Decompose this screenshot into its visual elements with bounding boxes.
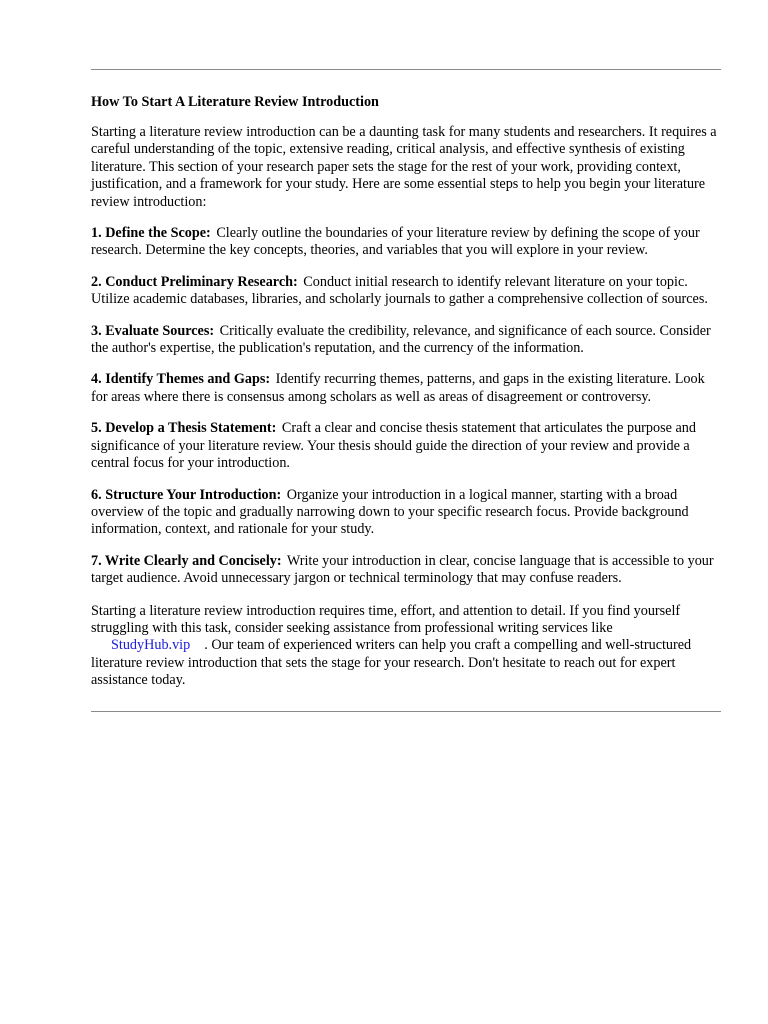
bottom-divider	[91, 711, 721, 712]
step-text: Write your introduction in clear, concise language that is accessible to your target audience. Avoid unnecessary jargon or technical terminology that may confuse readers.	[91, 552, 714, 587]
step-title: 6. Structure Your Introduction:	[91, 486, 282, 503]
step-item-5	[91, 420, 721, 472]
closing-text-before-link: Starting a literature review introduction requires time, effort, and attention to detail. If you find yourself struggling with this task, consider seeking assistance from professional writing services like	[91, 602, 681, 636]
closing-text-after-link: . Our team of experienced writers can help you craft a compelling and well-structured literature review introduction that sets the stage for your research. Don't hesitate to reach out for expert assistance today.	[91, 637, 692, 689]
step-title: 3. Evaluate Sources:	[91, 322, 215, 339]
step-title: 1. Define the Scope:	[91, 225, 211, 242]
step-item-2	[91, 274, 721, 309]
step-text: Clearly outline the boundaries of your literature review by defining the scope of your research. Determine the key concepts, theories, and variables that you will explore in your review.	[91, 225, 700, 259]
closing-paragraph	[91, 603, 721, 690]
step-text: Conduct initial research to identify relevant literature on your topic. Utilize academic databases, libraries, and scholarly journals to gather a comprehensive collection of sources.	[91, 273, 708, 308]
step-item-3	[91, 323, 721, 358]
step-text: Critically evaluate the credibility, relevance, and significance of each source. Consider the author's expertise, the publication's reputation, and the currency of the information.	[91, 322, 711, 357]
step-item-6	[91, 487, 721, 539]
step-text: Craft a clear and concise thesis statement that articulates the purpose and significance of your literature review. Your thesis should guide the direction of your review and provide a central focus for your introduction.	[91, 420, 696, 472]
step-item-4	[91, 371, 721, 406]
top-divider	[91, 69, 721, 70]
step-title: 7. Write Clearly and Concisely:	[91, 552, 282, 569]
step-title: 5. Develop a Thesis Statement:	[91, 420, 277, 437]
document-page	[91, 69, 721, 712]
document-title: How To Start A Literature Review Introduction	[91, 94, 379, 110]
step-title: 4. Identify Themes and Gaps:	[91, 371, 271, 388]
studyhub-link[interactable]: StudyHub.vip	[111, 637, 191, 654]
step-title: 2. Conduct Preliminary Research:	[91, 273, 298, 290]
step-item-7	[91, 553, 721, 588]
step-text: Organize your introduction in a logical manner, starting with a broad overview of the topic and gradually narrowing down to your specific research focus. Provide background information, context, and rationale for your study.	[91, 486, 689, 538]
step-text: Identify recurring themes, patterns, and gaps in the existing literature. Look for areas where there is consensus among scholars as well as areas of disagreement or controversy.	[91, 371, 705, 405]
step-item-1	[91, 225, 721, 260]
intro-paragraph: Starting a literature review introduction can be a daunting task for many students and researchers. It requires a careful understanding of the topic, extensive reading, critical analysis, and effective synthesis of existing literature. This section of your research paper sets the stage for the rest of your work, providing context, justification, and a framework for your study. Here are some essential steps to help you begin your literature review introduction:	[91, 124, 717, 210]
